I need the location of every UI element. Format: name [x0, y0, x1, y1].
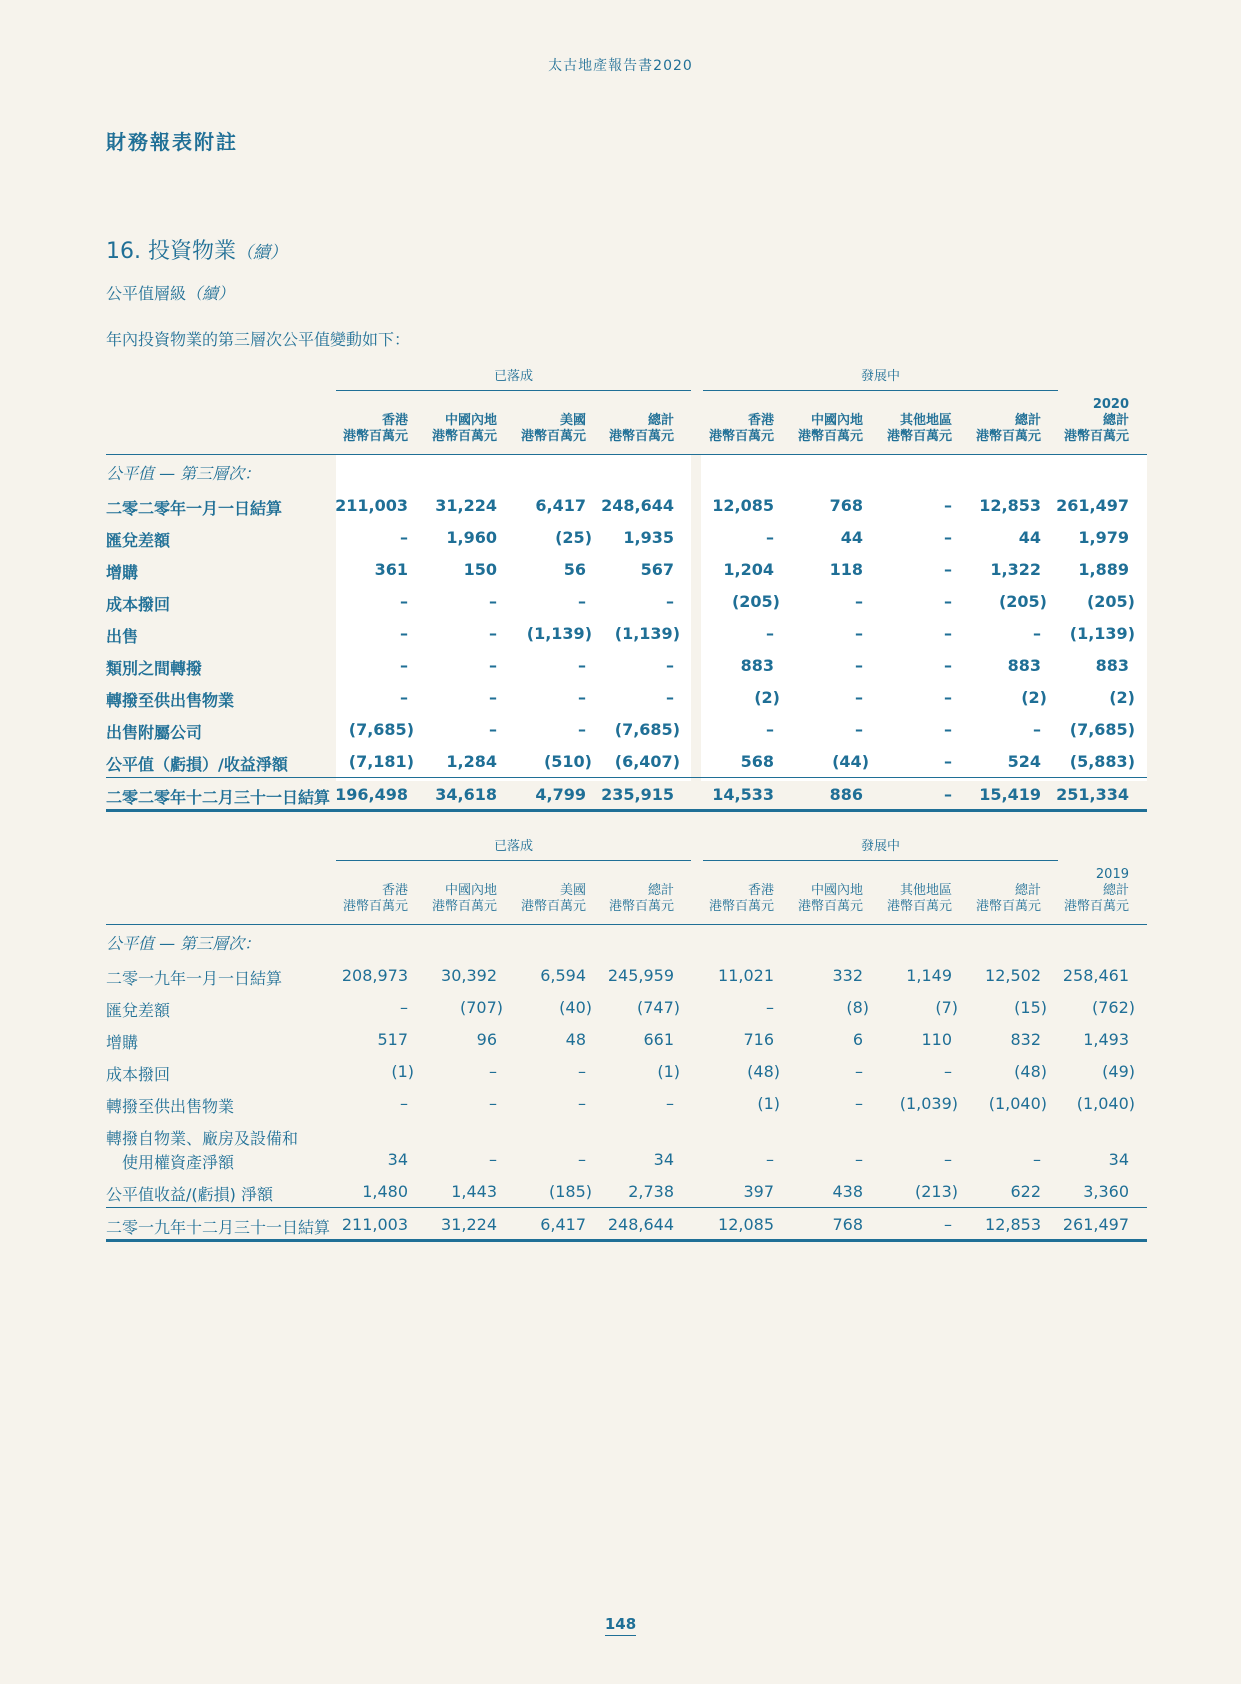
- cell-value: 524: [1007, 752, 1041, 771]
- cell-value: (1): [757, 1094, 780, 1113]
- row-label: 成本撥回: [106, 595, 171, 614]
- cell-value: 1,149: [906, 966, 952, 985]
- cell-value: 30,392: [441, 966, 497, 985]
- cell-value: 332: [832, 966, 863, 985]
- column-header: [862, 883, 952, 915]
- cell-value: 622: [1010, 1182, 1041, 1201]
- cell-value: 1,889: [1078, 560, 1129, 579]
- cell-value: (510): [543, 752, 592, 771]
- cell-value: 661: [643, 1030, 674, 1049]
- column-header-top: 香港: [381, 883, 408, 898]
- table-row: [106, 521, 1147, 553]
- cell-value: 12,085: [718, 1215, 774, 1234]
- cell-value: –: [489, 592, 497, 611]
- cell-value: 248,644: [601, 496, 674, 515]
- cell-value: 196,498: [335, 785, 408, 804]
- cell-value: 768: [829, 496, 863, 515]
- column-header-unit: 港幣百萬元: [886, 429, 952, 444]
- cell-value: (6,407): [614, 752, 680, 771]
- table-row: [106, 1087, 1147, 1119]
- cell-value: 1,322: [990, 560, 1041, 579]
- cell-value: –: [944, 1215, 952, 1234]
- cell-value: 1,979: [1078, 528, 1129, 547]
- cell-value: –: [944, 752, 952, 771]
- cell-value: –: [489, 1150, 497, 1169]
- cell-value: 12,085: [712, 496, 774, 515]
- column-header-top: 其他地區: [899, 883, 952, 898]
- cell-value: –: [489, 656, 497, 675]
- cell-value: 1,493: [1083, 1030, 1129, 1049]
- column-header-unit: 港幣百萬元: [1063, 429, 1129, 444]
- cell-value: –: [666, 1094, 674, 1113]
- cell-value: 3,360: [1083, 1182, 1129, 1201]
- cell-value: (40): [559, 998, 592, 1017]
- cell-value: 211,003: [335, 496, 408, 515]
- cell-value: 567: [640, 560, 674, 579]
- cell-value: (1,139): [614, 624, 680, 643]
- column-header-unit: 港幣百萬元: [520, 429, 586, 444]
- table-row: [106, 649, 1147, 681]
- cell-value: 248,644: [607, 1215, 674, 1234]
- cell-value: 15,419: [979, 785, 1041, 804]
- cell-value: –: [400, 528, 408, 547]
- cell-value: 44: [1018, 528, 1041, 547]
- cell-value: (44): [832, 752, 869, 771]
- row-label: 二零一九年一月一日結算: [106, 969, 283, 988]
- section-label: 公平值 — 第三層次：: [106, 934, 261, 953]
- column-header-unit: 港幣百萬元: [520, 899, 586, 914]
- cell-value: 12,502: [985, 966, 1041, 985]
- cell-value: –: [766, 624, 774, 643]
- column-header-top: 中國內地: [810, 883, 863, 898]
- cell-value: –: [1033, 624, 1041, 643]
- cell-value: –: [944, 720, 952, 739]
- row-label: 匯兌差額: [106, 1001, 171, 1020]
- cell-value: 150: [463, 560, 497, 579]
- section-title: [106, 234, 287, 265]
- cell-value: 1,935: [623, 528, 674, 547]
- intro-text: 年內投資物業的第三層次公平值變動如下：: [106, 330, 411, 349]
- column-header: [684, 413, 774, 445]
- group-development-header: 發展中: [703, 835, 1058, 861]
- total-row: [106, 777, 1147, 810]
- cell-value: 6,594: [540, 966, 586, 985]
- group-development-header: 發展中: [703, 365, 1058, 391]
- column-header: [584, 413, 674, 445]
- cell-value: –: [666, 688, 674, 707]
- subtitle-text: 公平值層級: [106, 284, 187, 303]
- column-header-top: 香港: [747, 413, 774, 428]
- cell-value: (48): [1014, 1062, 1047, 1081]
- column-header: [318, 883, 408, 915]
- cell-value: (205): [1086, 592, 1135, 611]
- column-header-unit: 港幣百萬元: [342, 429, 408, 444]
- cell-value: 12,853: [985, 1215, 1041, 1234]
- column-header: [407, 413, 497, 445]
- cell-value: –: [489, 1094, 497, 1113]
- cell-value: –: [944, 656, 952, 675]
- cell-value: (213): [914, 1182, 958, 1201]
- cell-value: –: [944, 560, 952, 579]
- column-header: [773, 883, 863, 915]
- column-header-top: 總計: [647, 413, 674, 428]
- section-cont: （續）: [235, 243, 287, 263]
- cell-value: (1,039): [899, 1094, 958, 1113]
- cell-value: 1,284: [446, 752, 497, 771]
- cell-value: –: [666, 656, 674, 675]
- cell-value: (185): [548, 1182, 592, 1201]
- cell-value: 235,915: [601, 785, 674, 804]
- row-label: 使用權資產淨額: [122, 1153, 235, 1172]
- cell-value: 716: [743, 1030, 774, 1049]
- header-rule: [106, 454, 1147, 455]
- column-header: [584, 883, 674, 915]
- cell-value: 438: [832, 1182, 863, 1201]
- table-row: [106, 713, 1147, 745]
- cell-value: (25): [555, 528, 592, 547]
- cell-value: 31,224: [435, 496, 497, 515]
- cell-value: 34: [653, 1150, 674, 1169]
- cell-value: –: [666, 592, 674, 611]
- cell-value: –: [400, 998, 408, 1017]
- cell-value: 31,224: [441, 1215, 497, 1234]
- cell-value: –: [855, 688, 863, 707]
- row-label: 出售: [106, 627, 139, 646]
- subtitle-cont: （續）: [186, 284, 235, 303]
- cell-value: 261,497: [1056, 496, 1129, 515]
- row-label: 出售附屬公司: [106, 723, 203, 742]
- column-header: [496, 883, 586, 915]
- cell-value: –: [578, 688, 586, 707]
- section-label-row: [106, 457, 1147, 489]
- cell-value: –: [944, 624, 952, 643]
- column-header-unit: 港幣百萬元: [608, 429, 674, 444]
- cell-value: 6,417: [535, 496, 586, 515]
- cell-value: (7,685): [348, 720, 414, 739]
- row-label: 二零二零年十二月三十一日結算: [106, 788, 331, 807]
- cell-value: 44: [840, 528, 863, 547]
- cell-value: –: [766, 1150, 774, 1169]
- cell-value: –: [944, 1150, 952, 1169]
- cell-value: (15): [1014, 998, 1047, 1017]
- cell-value: –: [489, 1062, 497, 1081]
- column-header-top: 總計: [1102, 413, 1129, 428]
- cell-value: (205): [998, 592, 1047, 611]
- table-row: [106, 489, 1147, 521]
- notes-title: 財務報表附註: [106, 130, 238, 154]
- column-header-top: 總計: [1102, 883, 1129, 898]
- table-row: [106, 1055, 1147, 1087]
- cell-value: –: [855, 592, 863, 611]
- cell-value: –: [855, 720, 863, 739]
- cell-value: (8): [846, 998, 869, 1017]
- cell-value: –: [400, 1094, 408, 1113]
- row-label: 類別之間轉撥: [106, 659, 203, 678]
- cell-value: 6,417: [540, 1215, 586, 1234]
- cell-value: (2): [1109, 688, 1135, 707]
- table-row-multi: [106, 1143, 1147, 1175]
- cell-value: (1,040): [1076, 1094, 1135, 1113]
- cell-value: 34: [387, 1150, 408, 1169]
- column-header: [407, 883, 497, 915]
- cell-value: 48: [565, 1030, 586, 1049]
- cell-value: (1): [391, 1062, 414, 1081]
- table-row: [106, 617, 1147, 649]
- section-label: 公平值 — 第三層次：: [106, 464, 261, 483]
- cell-value: 883: [740, 656, 774, 675]
- cell-value: 11,021: [718, 966, 774, 985]
- cell-value: 4,799: [535, 785, 586, 804]
- cell-value: –: [489, 624, 497, 643]
- section-label-row: [106, 927, 1147, 959]
- cell-value: 1,443: [451, 1182, 497, 1201]
- row-label: 二零二零年一月一日結算: [106, 499, 283, 518]
- table-row: [106, 681, 1147, 713]
- cell-value: –: [489, 688, 497, 707]
- column-header: [1039, 413, 1129, 445]
- cell-value: –: [944, 1062, 952, 1081]
- row-label: 公平值收益/(虧損) 淨額: [106, 1185, 273, 1204]
- column-header: [1039, 883, 1129, 915]
- column-header: [684, 883, 774, 915]
- row-label: 成本撥回: [106, 1065, 171, 1084]
- cell-value: –: [1033, 720, 1041, 739]
- cell-value: 56: [563, 560, 586, 579]
- table-row: [106, 585, 1147, 617]
- cell-value: (762): [1091, 998, 1135, 1017]
- table-row: [106, 1175, 1147, 1207]
- page-number: [0, 1615, 1241, 1633]
- cell-value: –: [766, 998, 774, 1017]
- column-header: [318, 413, 408, 445]
- cell-value: (7,685): [1069, 720, 1135, 739]
- table-row: [106, 959, 1147, 991]
- cell-value: –: [766, 720, 774, 739]
- report-header: 太古地產報告書2020: [548, 58, 693, 74]
- cell-value: 832: [1010, 1030, 1041, 1049]
- column-header-top: 美國: [559, 883, 586, 898]
- header-rule: [106, 924, 1147, 925]
- column-header-unit: 港幣百萬元: [431, 899, 497, 914]
- row-label: 轉撥自物業、廠房及設備和: [106, 1129, 299, 1148]
- column-header-top: 總計: [647, 883, 674, 898]
- column-header-unit: 港幣百萬元: [975, 899, 1041, 914]
- cell-value: 118: [829, 560, 863, 579]
- column-header-unit: 港幣百萬元: [708, 429, 774, 444]
- cell-value: –: [855, 1150, 863, 1169]
- cell-value: 568: [740, 752, 774, 771]
- cell-value: –: [766, 528, 774, 547]
- cell-value: 361: [374, 560, 408, 579]
- cell-value: (7,685): [614, 720, 680, 739]
- cell-value: –: [944, 592, 952, 611]
- cell-value: –: [578, 1094, 586, 1113]
- row-label: 轉撥至供出售物業: [106, 691, 235, 710]
- column-header-unit: 港幣百萬元: [886, 899, 952, 914]
- cell-value: 397: [743, 1182, 774, 1201]
- cell-value: –: [578, 720, 586, 739]
- group-completed-header: 已落成: [336, 365, 691, 391]
- cell-value: 1,480: [362, 1182, 408, 1201]
- cell-value: 96: [476, 1030, 497, 1049]
- cell-value: –: [855, 624, 863, 643]
- cell-value: –: [400, 688, 408, 707]
- year-label: 2019: [1095, 867, 1129, 882]
- cell-value: –: [855, 1062, 863, 1081]
- cell-value: 245,959: [607, 966, 674, 985]
- table-row: [106, 991, 1147, 1023]
- column-header-top: 其他地區: [899, 413, 952, 428]
- column-header-unit: 港幣百萬元: [342, 899, 408, 914]
- cell-value: –: [400, 656, 408, 675]
- column-header-unit: 港幣百萬元: [608, 899, 674, 914]
- cell-value: (205): [731, 592, 780, 611]
- column-header-top: 美國: [559, 413, 586, 428]
- cell-value: (1): [657, 1062, 680, 1081]
- cell-value: 34: [1108, 1150, 1129, 1169]
- column-header-top: 香港: [381, 413, 408, 428]
- column-header-top: 總計: [1014, 413, 1041, 428]
- column-header: [773, 413, 863, 445]
- table-row: [106, 553, 1147, 585]
- column-header-top: 中國內地: [810, 413, 863, 428]
- cell-value: 261,497: [1062, 1215, 1129, 1234]
- cell-value: 883: [1007, 656, 1041, 675]
- cell-value: –: [489, 720, 497, 739]
- cell-value: (747): [636, 998, 680, 1017]
- column-header-unit: 港幣百萬元: [797, 429, 863, 444]
- row-label: 增購: [106, 1033, 139, 1052]
- cell-value: –: [400, 624, 408, 643]
- column-header-unit: 港幣百萬元: [1063, 899, 1129, 914]
- total-bottom-rule: [106, 1239, 1147, 1242]
- cell-value: 883: [1095, 656, 1129, 675]
- column-header: [862, 413, 952, 445]
- column-header-top: 中國內地: [444, 883, 497, 898]
- row-label: 二零一九年十二月三十一日結算: [106, 1218, 331, 1237]
- table-2020: [106, 365, 1147, 805]
- table-2019: [106, 835, 1147, 1235]
- row-label: 增購: [106, 563, 139, 582]
- column-header: [496, 413, 586, 445]
- column-header: [951, 413, 1041, 445]
- cell-value: 1,204: [723, 560, 774, 579]
- column-header-unit: 港幣百萬元: [975, 429, 1041, 444]
- group-completed-header: 已落成: [336, 835, 691, 861]
- cell-value: –: [944, 496, 952, 515]
- cell-value: –: [578, 1062, 586, 1081]
- cell-value: –: [944, 688, 952, 707]
- cell-value: (2): [1021, 688, 1047, 707]
- cell-value: –: [944, 528, 952, 547]
- cell-value: 768: [832, 1215, 863, 1234]
- total-bottom-rule: [106, 809, 1147, 812]
- cell-value: 258,461: [1062, 966, 1129, 985]
- cell-value: –: [578, 592, 586, 611]
- cell-value: (5,883): [1069, 752, 1135, 771]
- cell-value: –: [855, 656, 863, 675]
- column-header-unit: 港幣百萬元: [797, 899, 863, 914]
- table-row: [106, 1023, 1147, 1055]
- cell-value: –: [578, 1150, 586, 1169]
- section-title-text: 16. 投資物業: [106, 239, 236, 264]
- total-row: [106, 1207, 1147, 1240]
- year-label: 2020: [1092, 397, 1129, 412]
- cell-value: –: [1033, 1150, 1041, 1169]
- cell-value: –: [578, 656, 586, 675]
- cell-value: (2): [754, 688, 780, 707]
- cell-value: (1,040): [988, 1094, 1047, 1113]
- cell-value: 6: [852, 1030, 863, 1049]
- cell-value: 1,960: [446, 528, 497, 547]
- cell-value: (48): [747, 1062, 780, 1081]
- cell-value: (707): [459, 998, 503, 1017]
- column-header-unit: 港幣百萬元: [708, 899, 774, 914]
- column-header-top: 中國內地: [444, 413, 497, 428]
- page-number-text: 148: [605, 1615, 636, 1636]
- column-header-top: 香港: [747, 883, 774, 898]
- subtitle: [106, 281, 234, 304]
- column-header-top: 總計: [1014, 883, 1041, 898]
- cell-value: 110: [921, 1030, 952, 1049]
- row-label: 轉撥至供出售物業: [106, 1097, 235, 1116]
- cell-value: 12,853: [979, 496, 1041, 515]
- cell-value: –: [400, 592, 408, 611]
- cell-value: 211,003: [341, 1215, 408, 1234]
- table-row: [106, 745, 1147, 777]
- cell-value: (7): [935, 998, 958, 1017]
- cell-value: (7,181): [348, 752, 414, 771]
- cell-value: 14,533: [712, 785, 774, 804]
- cell-value: 208,973: [341, 966, 408, 985]
- column-header-unit: 港幣百萬元: [431, 429, 497, 444]
- row-label: 匯兌差額: [106, 531, 171, 550]
- cell-value: 886: [829, 785, 863, 804]
- row-label: 公平值（虧損）/收益淨額: [106, 755, 288, 774]
- cell-value: 2,738: [628, 1182, 674, 1201]
- cell-value: –: [944, 785, 952, 804]
- cell-value: (49): [1102, 1062, 1135, 1081]
- cell-value: (1,139): [1069, 624, 1135, 643]
- cell-value: –: [855, 1094, 863, 1113]
- cell-value: 251,334: [1056, 785, 1129, 804]
- cell-value: 34,618: [435, 785, 497, 804]
- cell-value: 517: [377, 1030, 408, 1049]
- column-header: [951, 883, 1041, 915]
- cell-value: (1,139): [526, 624, 592, 643]
